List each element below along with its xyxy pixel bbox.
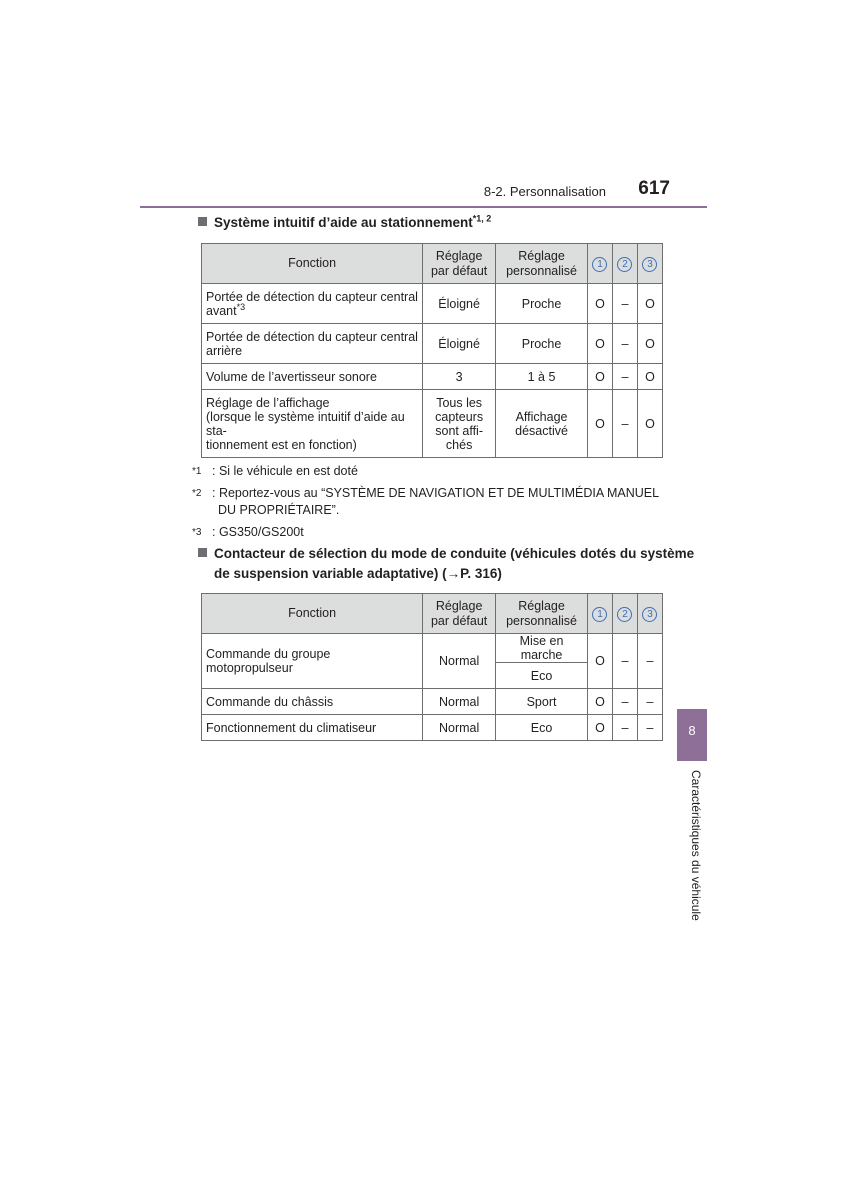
section1-heading: [198, 213, 491, 233]
cell-fonction: Volume de l’avertisseur sonore: [202, 364, 423, 390]
col-header-1: [588, 594, 613, 634]
footnote-text: : GS350/GS200t: [212, 525, 304, 539]
footnote-mark: *3: [192, 527, 202, 538]
chapter-tab: 8: [677, 709, 707, 761]
cell-c1: O: [588, 284, 613, 324]
cell-defaut: Normal: [423, 689, 496, 715]
col-header-perso: Réglage personnalisé: [496, 244, 588, 284]
cell-c3: O: [637, 364, 662, 390]
table-row: [202, 634, 663, 663]
footnote: [192, 463, 358, 483]
table-row: [202, 364, 663, 390]
cell-c1: O: [588, 364, 613, 390]
col-header-fonction: Fonction: [202, 244, 423, 284]
cell-c3: O: [637, 284, 662, 324]
cell-c1: O: [588, 390, 613, 458]
col-header-3: [637, 594, 662, 634]
circled-1-icon: 1: [592, 607, 607, 622]
cell-c2: –: [612, 324, 637, 364]
section1-title: Système intuitif d’aide au stationnement: [214, 215, 473, 230]
cell-fonction: Réglage de l’affichage (lorsque le système intuitif d’aide au sta- tionnement est en fonction): [202, 390, 423, 458]
footnote-text: : Reportez-vous au “SYSTÈME DE NAVIGATION ET DE MULTIMÉDIA MANUEL DU PROPRIÉTAIRE”.: [212, 486, 660, 517]
cell-defaut: Éloigné: [423, 284, 496, 324]
cell-perso: Affichage désactivé: [496, 390, 588, 458]
circled-2-icon: 2: [617, 257, 632, 272]
cell-defaut: Éloigné: [423, 324, 496, 364]
circled-3-icon: 3: [642, 607, 657, 622]
footnote-mark: *1: [192, 466, 202, 477]
cell-c1: O: [588, 634, 613, 689]
table-row: [202, 715, 663, 741]
cell-fonction: Commande du châssis: [202, 689, 423, 715]
col-header-3: [637, 244, 662, 284]
table-header-row: [202, 594, 663, 634]
cell-defaut: Tous les capteurs sont affi- chés: [423, 390, 496, 458]
col-header-defaut: Réglage par défaut: [423, 244, 496, 284]
cell-defaut: Normal: [423, 634, 496, 689]
col-header-perso: Réglage personnalisé: [496, 594, 588, 634]
cell-defaut: 3: [423, 364, 496, 390]
cell-perso: Proche: [496, 324, 588, 364]
parking-assist-table: [201, 243, 663, 458]
cell-fonction: Portée de détection du capteur central avant$^{*3}$: [202, 284, 423, 324]
cell-c3: –: [637, 634, 662, 689]
cell-perso: Eco: [496, 715, 588, 741]
table-row: [202, 284, 663, 324]
cell-fonction: Commande du groupe motopropulseur: [202, 634, 423, 689]
drive-mode-table: [201, 593, 663, 741]
cell-perso: Sport: [496, 689, 588, 715]
table-row: [202, 689, 663, 715]
cell-c2: –: [612, 634, 637, 689]
cell-perso: Eco: [496, 663, 588, 689]
cell-c3: O: [637, 390, 662, 458]
footnote: [192, 524, 304, 544]
cell-c2: –: [612, 284, 637, 324]
table-row: [202, 390, 663, 458]
page-number: 617: [638, 178, 670, 199]
table-header-row: [202, 244, 663, 284]
cell-c1: O: [588, 324, 613, 364]
cell-c2: –: [612, 390, 637, 458]
footnote-mark: *2: [192, 488, 202, 499]
cell-c3: O: [637, 324, 662, 364]
col-header-defaut: Réglage par défaut: [423, 594, 496, 634]
table-row: [202, 324, 663, 364]
cell-fonction: Fonctionnement du climatiseur: [202, 715, 423, 741]
cell-c3: –: [637, 689, 662, 715]
bullet-square-icon: [198, 217, 207, 226]
header-rule: [140, 206, 707, 208]
circled-3-icon: 3: [642, 257, 657, 272]
cell-c2: –: [612, 715, 637, 741]
cell-defaut: Normal: [423, 715, 496, 741]
chapter-label: Caractéristiques du véhicule: [689, 770, 703, 921]
col-header-2: [612, 244, 637, 284]
col-header-fonction: Fonction: [202, 594, 423, 634]
col-header-2: [612, 594, 637, 634]
cell-perso: Mise en marche: [496, 634, 588, 663]
footnote: [192, 485, 659, 519]
cell-perso: Proche: [496, 284, 588, 324]
section2-heading: [198, 544, 694, 584]
cell-c1: O: [588, 689, 613, 715]
cell-perso: 1 à 5: [496, 364, 588, 390]
cell-c2: –: [612, 689, 637, 715]
circled-2-icon: 2: [617, 607, 632, 622]
cell-c3: –: [637, 715, 662, 741]
section2-title: Contacteur de sélection du mode de conduite (véhicules dotés du système: [214, 546, 695, 561]
section1-title-sup: *1, 2: [472, 213, 492, 224]
section-title: 8-2. Personnalisation: [483, 184, 606, 199]
cell-fonction: Portée de détection du capteur central arrière: [202, 324, 423, 364]
bullet-square-icon: [198, 548, 207, 557]
section2-title-cont: de suspension variable adaptative) (→P. 316): [214, 566, 502, 581]
footnote-text: : Si le véhicule en est doté: [212, 464, 358, 478]
cell-c1: O: [588, 715, 613, 741]
col-header-1: [588, 244, 613, 284]
cell-c2: –: [612, 364, 637, 390]
circled-1-icon: 1: [592, 257, 607, 272]
